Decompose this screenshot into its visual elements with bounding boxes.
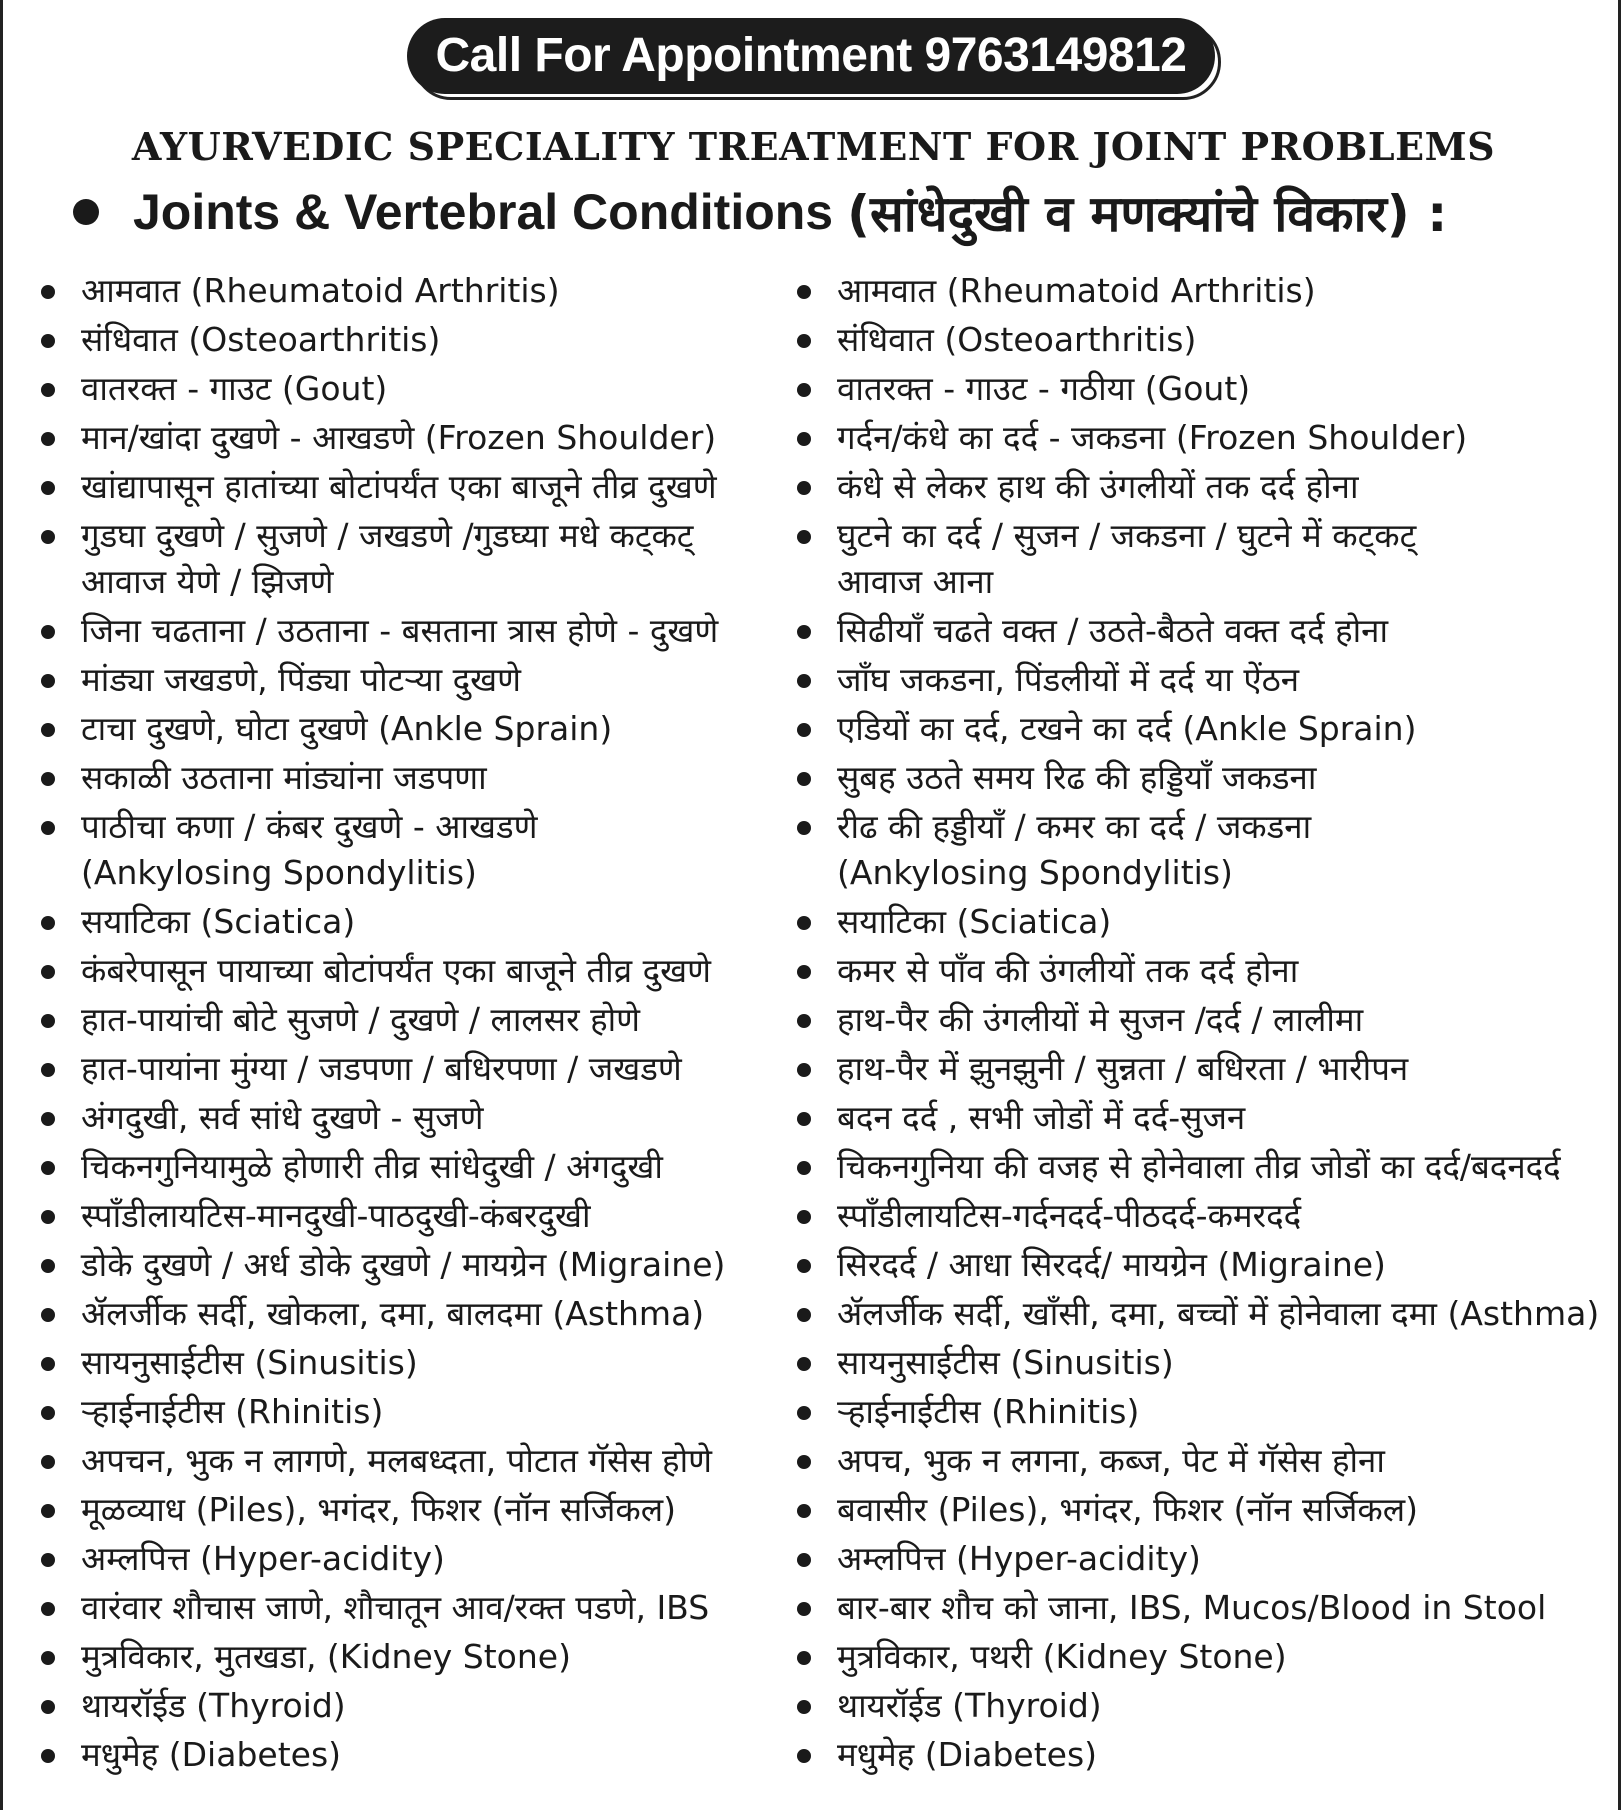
list-item-text: गर्दन/कंधे का दर्द - जकडना (Frozen Shoulder) — [837, 418, 1468, 457]
list-item — [39, 1291, 799, 1337]
list-item-text: स्पाँडीलायटिस-गर्दनदर्द-पीठदर्द-कमरदर्द — [837, 1196, 1302, 1235]
page-title: AYURVEDIC SPECIALITY TREATMENT FOR JOINT PROBLEMS — [131, 124, 1496, 169]
list-item — [39, 1683, 799, 1729]
list-item — [795, 804, 1615, 896]
list-item-text: मुत्रविकार, पथरी (Kidney Stone) — [837, 1637, 1287, 1676]
bullet-icon — [797, 1063, 811, 1077]
list-item-text: अपचन, भुक न लागणे, मलबध्दता, पोटात गॅसेस होणे — [81, 1441, 712, 1480]
list-item-text: ॲलर्जीक सर्दी, खोकला, दमा, बालदमा (Asthma) — [81, 1294, 705, 1333]
bullet-icon — [41, 1308, 55, 1322]
list-item-text: (Ankylosing Spondylitis) — [81, 853, 477, 892]
list-item — [39, 1389, 799, 1435]
list-item — [39, 1487, 799, 1533]
list-item — [39, 1340, 799, 1386]
bullet-icon — [73, 199, 99, 225]
bullet-icon — [797, 1161, 811, 1175]
list-item-text: बवासीर (Piles), भगंदर, फिशर (नॉन सर्जिकल) — [837, 1490, 1418, 1529]
bullet-icon — [41, 1112, 55, 1126]
list-item-text: हात-पायांची बोटे सुजणे / दुखणे / लालसर होणे — [81, 1000, 641, 1039]
list-item — [795, 948, 1615, 994]
list-item — [39, 415, 799, 461]
bullet-icon — [41, 1504, 55, 1518]
section-heading-marathi: (सांधेदुखी व मणक्यांचे विकार) : — [847, 185, 1448, 243]
list-item-text: ॲलर्जीक सर्दी, खाँसी, दमा, बच्चों में होनेवाला दमा (Asthma) — [837, 1294, 1600, 1333]
list-item-text: ऱ्हाईनाईटीस (Rhinitis) — [81, 1392, 384, 1431]
list-item — [795, 366, 1615, 412]
bullet-icon — [797, 1308, 811, 1322]
list-item — [39, 657, 799, 703]
list-item — [39, 1095, 799, 1141]
list-item — [795, 706, 1615, 752]
list-item — [795, 1095, 1615, 1141]
bullet-icon — [41, 821, 55, 835]
bullet-icon — [797, 772, 811, 786]
list-item-text: कंबरेपासून पायाच्या बोटांपर्यंत एका बाजूने तीव्र दुखणे — [81, 951, 711, 990]
list-item-text: चिकनगुनियामुळे होणारी तीव्र सांधेदुखी / अंगदुखी — [81, 1147, 663, 1186]
bullet-icon — [41, 1651, 55, 1665]
list-item-text: आवाज आना — [837, 562, 994, 601]
list-item — [39, 608, 799, 654]
bullet-icon — [41, 916, 55, 930]
list-item — [795, 268, 1615, 314]
list-item — [795, 1732, 1615, 1778]
list-item-text: संधिवात (Osteoarthritis) — [837, 320, 1197, 359]
list-item — [795, 657, 1615, 703]
bullet-icon — [41, 1406, 55, 1420]
list-item — [795, 1536, 1615, 1582]
list-item-text: अम्लपित्त (Hyper-acidity) — [837, 1539, 1201, 1578]
bullet-icon — [797, 1455, 811, 1469]
list-item — [795, 608, 1615, 654]
bullet-icon — [797, 383, 811, 397]
list-item-text: आमवात (Rheumatoid Arthritis) — [81, 271, 560, 310]
list-item-text: मधुमेह (Diabetes) — [81, 1735, 342, 1774]
list-item-text: हाथ-पैर की उंगलीयों मे सुजन /दर्द / लालीमा — [837, 1000, 1364, 1039]
list-item-text: मान/खांदा दुखणे - आखडणे (Frozen Shoulder) — [81, 418, 717, 457]
list-item — [39, 997, 799, 1043]
list-item — [795, 755, 1615, 801]
list-item — [795, 1291, 1615, 1337]
bullet-icon — [797, 1014, 811, 1028]
list-item-text: थायरॉईड (Thyroid) — [81, 1686, 346, 1725]
list-item-text: बदन दर्द , सभी जोडों में दर्द-सुजन — [837, 1098, 1246, 1137]
conditions-list-hindi — [795, 268, 1615, 1781]
list-item — [39, 464, 799, 510]
list-item — [795, 899, 1615, 945]
bullet-icon — [41, 723, 55, 737]
bullet-icon — [41, 530, 55, 544]
list-item — [795, 464, 1615, 510]
list-item — [39, 1585, 799, 1631]
list-item — [795, 317, 1615, 363]
conditions-list-marathi — [39, 268, 799, 1781]
list-item — [39, 948, 799, 994]
list-item — [795, 415, 1615, 461]
bullet-icon — [41, 1455, 55, 1469]
list-item-text: मधुमेह (Diabetes) — [837, 1735, 1098, 1774]
bullet-icon — [797, 481, 811, 495]
list-item-text: पाठीचा कणा / कंबर दुखणे - आखडणे — [81, 807, 538, 846]
list-item-text: गुडघा दुखणे / सुजणे / जखडणे /गुडघ्या मधे कट्कट् — [81, 516, 694, 555]
list-item-text: स्पाँडीलायटिस-मानदुखी-पाठदुखी-कंबरदुखी — [81, 1196, 591, 1235]
list-item — [795, 1585, 1615, 1631]
bullet-icon — [41, 1700, 55, 1714]
list-item — [39, 366, 799, 412]
list-item-text: सकाळी उठताना मांड्यांना जडपणा — [81, 758, 487, 797]
bullet-icon — [797, 334, 811, 348]
bullet-icon — [797, 723, 811, 737]
list-item-text: संधिवात (Osteoarthritis) — [81, 320, 441, 359]
bullet-icon — [797, 625, 811, 639]
bullet-icon — [41, 1063, 55, 1077]
bullet-icon — [41, 432, 55, 446]
bullet-icon — [41, 1210, 55, 1224]
list-item-text: सिरदर्द / आधा सिरदर्द/ मायग्रेन (Migraine) — [837, 1245, 1386, 1284]
list-item-text: सायनुसाईटीस (Sinusitis) — [837, 1343, 1174, 1382]
list-item-text: थायरॉईड (Thyroid) — [837, 1686, 1102, 1725]
list-item-text: मुत्रविकार, मुतखडा, (Kidney Stone) — [81, 1637, 571, 1676]
list-item-text: अपच, भुक न लगना, कब्ज, पेट में गॅसेस होना — [837, 1441, 1385, 1480]
list-item-text: रीढ की हड्डीयाँ / कमर का दर्द / जकडना — [837, 807, 1312, 846]
bullet-icon — [41, 1259, 55, 1273]
list-item-text: घुटने का दर्द / सुजन / जकडना / घुटने में कट्कट् — [837, 516, 1417, 555]
list-item-text: आमवात (Rheumatoid Arthritis) — [837, 271, 1316, 310]
bullet-icon — [797, 1504, 811, 1518]
list-item-text: हात-पायांना मुंग्या / जडपणा / बधिरपणा / जखडणे — [81, 1049, 682, 1088]
list-item — [795, 1389, 1615, 1435]
bullet-icon — [41, 1553, 55, 1567]
list-item-text: (Ankylosing Spondylitis) — [837, 853, 1233, 892]
appointment-banner-text: Call For Appointment 9763149812 — [407, 18, 1215, 94]
bullet-icon — [797, 285, 811, 299]
list-item-text: मांड्या जखडणे, पिंड्या पोटऱ्या दुखणे — [81, 660, 522, 699]
list-item — [795, 1438, 1615, 1484]
list-item — [39, 1438, 799, 1484]
bullet-icon — [41, 1357, 55, 1371]
list-item-text: एडियों का दर्द, टखने का दर्द (Ankle Sprain) — [837, 709, 1417, 748]
list-item-text: मूळव्याध (Piles), भगंदर, फिशर (नॉन सर्जिकल) — [81, 1490, 676, 1529]
list-item — [39, 317, 799, 363]
bullet-icon — [41, 481, 55, 495]
bullet-icon — [797, 530, 811, 544]
bullet-icon — [41, 965, 55, 979]
list-item-text: अंगदुखी, सर्व सांधे दुखणे - सुजणे — [81, 1098, 484, 1137]
list-item — [39, 1193, 799, 1239]
list-item — [795, 1193, 1615, 1239]
section-heading — [73, 178, 1593, 246]
list-item-text: जिना चढताना / उठताना - बसताना त्रास होणे - दुखणे — [81, 611, 719, 650]
list-item-text: डोके दुखणे / अर्ध डोके दुखणे / मायग्रेन (Migraine) — [81, 1245, 726, 1284]
bullet-icon — [797, 674, 811, 688]
list-item — [795, 1683, 1615, 1729]
list-item — [795, 513, 1615, 605]
bullet-icon — [797, 1651, 811, 1665]
bullet-icon — [797, 1700, 811, 1714]
bullet-icon — [797, 432, 811, 446]
list-item — [39, 513, 799, 605]
list-item-text: सिढीयाँ चढते वक्त / उठते-बैठते वक्त दर्द होना — [837, 611, 1389, 650]
list-item-text: खांद्यापासून हातांच्या बोटांपर्यंत एका बाजूने तीव्र दुखणे — [81, 467, 717, 506]
bullet-icon — [41, 285, 55, 299]
bullet-icon — [41, 334, 55, 348]
list-item-text: हाथ-पैर में झुनझुनी / सुन्नता / बधिरता / भारीपन — [837, 1049, 1409, 1088]
list-item-text: कमर से पाँव की उंगलीयों तक दर्द होना — [837, 951, 1299, 990]
list-item — [39, 1144, 799, 1190]
bullet-icon — [797, 1406, 811, 1420]
list-item — [795, 997, 1615, 1043]
list-item — [39, 804, 799, 896]
list-item — [39, 1634, 799, 1680]
list-item — [39, 755, 799, 801]
list-item — [795, 1487, 1615, 1533]
bullet-icon — [797, 916, 811, 930]
list-item-text: कंधे से लेकर हाथ की उंगलीयों तक दर्द होना — [837, 467, 1359, 506]
bullet-icon — [797, 965, 811, 979]
list-item-text: वातरक्त - गाउट (Gout) — [81, 369, 388, 408]
bullet-icon — [797, 1357, 811, 1371]
list-item-text: बार-बार शौच को जाना, IBS, Mucos/Blood in Stool — [837, 1588, 1547, 1627]
bullet-icon — [797, 1210, 811, 1224]
bullet-icon — [41, 674, 55, 688]
list-item-text: चिकनगुनिया की वजह से होनेवाला तीव्र जोडों का दर्द/बदनदर्द — [837, 1147, 1561, 1186]
list-item-text: टाचा दुखणे, घोटा दुखणे (Ankle Sprain) — [81, 709, 613, 748]
list-item — [795, 1340, 1615, 1386]
list-item-text: सायनुसाईटीस (Sinusitis) — [81, 1343, 418, 1382]
list-item — [39, 268, 799, 314]
list-item — [39, 1536, 799, 1582]
bullet-icon — [797, 1749, 811, 1763]
bullet-icon — [41, 1161, 55, 1175]
list-item — [795, 1046, 1615, 1092]
list-item-text: सुबह उठते समय रिढ की हड्डियाँ जकडना — [837, 758, 1317, 797]
bullet-icon — [41, 772, 55, 786]
list-item — [39, 1242, 799, 1288]
list-item — [795, 1242, 1615, 1288]
bullet-icon — [797, 1112, 811, 1126]
bullet-icon — [41, 383, 55, 397]
bullet-icon — [797, 1602, 811, 1616]
list-item-text: वातरक्त - गाउट - गठीया (Gout) — [837, 369, 1251, 408]
list-item-text: ऱ्हाईनाईटीस (Rhinitis) — [837, 1392, 1140, 1431]
list-item — [39, 1046, 799, 1092]
list-item — [39, 706, 799, 752]
bullet-icon — [797, 821, 811, 835]
bullet-icon — [41, 1014, 55, 1028]
bullet-icon — [41, 1602, 55, 1616]
list-item — [39, 899, 799, 945]
appointment-banner — [407, 18, 1223, 102]
list-item-text: आवाज येणे / झिजणे — [81, 562, 334, 601]
list-item — [795, 1144, 1615, 1190]
list-item-text: सयाटिका (Sciatica) — [837, 902, 1112, 941]
section-heading-english: Joints & Vertebral Conditions — [133, 184, 834, 240]
bullet-icon — [41, 625, 55, 639]
bullet-icon — [797, 1259, 811, 1273]
list-item-text: अम्लपित्त (Hyper-acidity) — [81, 1539, 445, 1578]
list-item-text: जाँघ जकडना, पिंडलीयों में दर्द या ऐंठन — [837, 660, 1300, 699]
list-item — [39, 1732, 799, 1778]
list-item — [795, 1634, 1615, 1680]
list-item-text: वारंवार शौचास जाणे, शौचातून आव/रक्त पडणे, IBS — [81, 1588, 710, 1627]
bullet-icon — [41, 1749, 55, 1763]
list-item-text: सयाटिका (Sciatica) — [81, 902, 356, 941]
bullet-icon — [797, 1553, 811, 1567]
